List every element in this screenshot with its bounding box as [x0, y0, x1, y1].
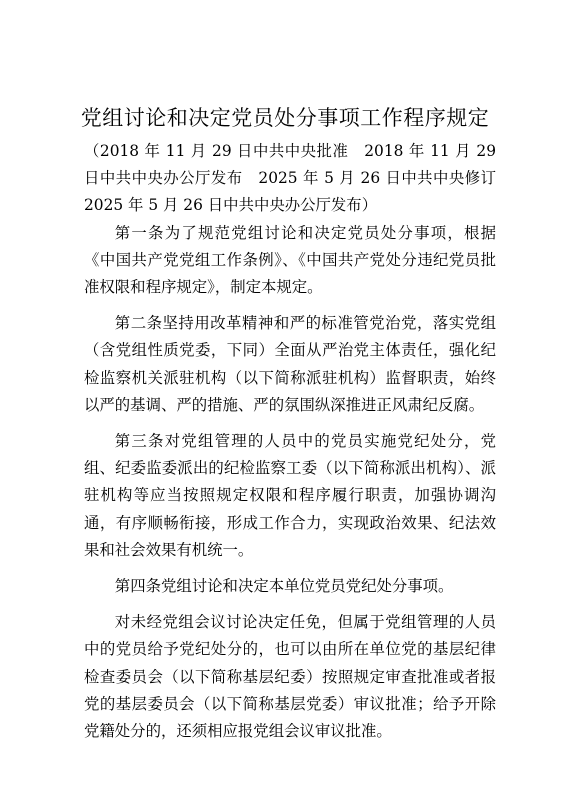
article-4-text: 党组讨论和决定本单位党员党纪处分事项。: [160, 577, 454, 596]
article-2-text: 坚持用改革精神和严的标准管党治党，落实党组（含党组性质党委，下同）全面从严治党主体责任，强化纪检监察机关派驻机构（以下简称派驻机构）监督职责，始终以严的基调、严的措施、严的氛围纵深推进正风肃纪反腐。: [84, 314, 496, 414]
document-body: [84, 138, 512, 745]
article-1-text: 为了规范党组讨论和决定党员处分事项，根据《中国共产党党组工作条例》、《中国共产党处分违纪党员批准权限和程序规定》，制定本规定。: [84, 223, 496, 297]
article-1-heading: 第一条: [114, 223, 165, 242]
article-3: [84, 428, 496, 564]
article-4-paragraph-2: [84, 609, 496, 745]
article-1: [84, 220, 496, 302]
article-2: [84, 310, 496, 419]
article-3-text: 对党组管理的人员中的党员实施党纪处分，党组、纪委监委派出的纪检监察工委（以下简称派出机构）、派驻机构等应当按照规定权限和程序履行职责，加强协调沟通，有序顺畅衔接，形成工作合力，实现政治效果、纪法效果和社会效果有机统一。: [84, 432, 496, 559]
article-4: [84, 573, 496, 600]
document-note: （2018 年 11 月 29 日中共中央批准 2018 年 11 月 29 日中共中央办公厅发布 2025 年 5 月 26 日中共中央修订 2025 年 5 月 26 日中共中央办公厅发布）: [84, 142, 512, 215]
article-4-paragraph-2-text: 对未经党组会议讨论决定任免，但属于党组管理的人员中的党员给予党纪处分的，也可以由所在单位党的基层纪律检查委员会（以下简称基层纪委）按照规定审查批准或者报党的基层委员会（以下简称基层党委）审议批准；给予开除党籍处分的，还须相应报党组会议审议批准。: [84, 613, 496, 741]
article-4-heading: 第四条: [114, 577, 161, 596]
article-2-heading: 第二条: [114, 314, 163, 333]
article-3-heading: 第三条: [114, 432, 165, 451]
document-title: 党组讨论和决定党员处分事项工作程序规定: [80, 106, 490, 130]
